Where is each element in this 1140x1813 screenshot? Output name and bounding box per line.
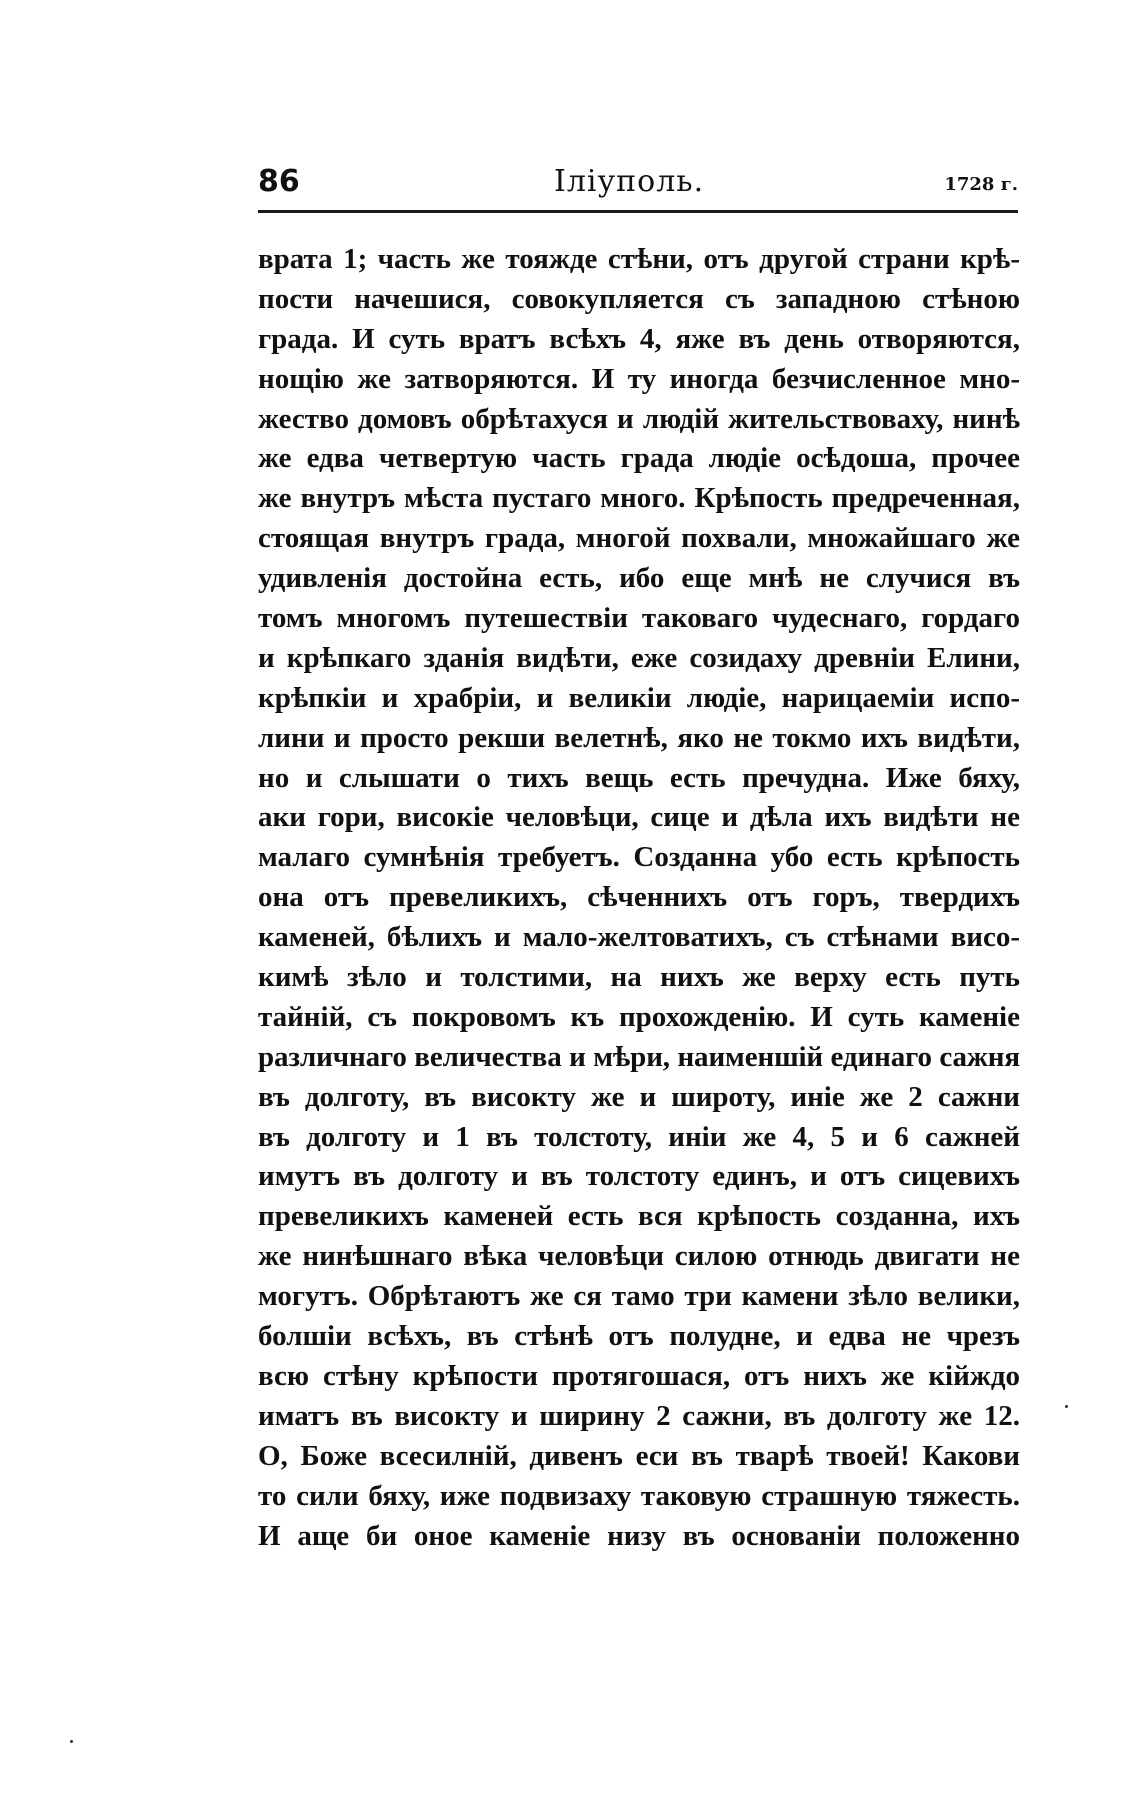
text-line: различнаго величества и мѣри, наименшій единаго сажня [258, 1040, 1020, 1073]
text-line: же внутръ мѣста пустаго много. Крѣпость предреченная, [258, 482, 1020, 515]
text-line: имутъ въ долготу и въ толстоту единъ, и отъ сицевихъ [258, 1160, 1020, 1193]
text-line: въ долготу и 1 въ толстоту, иніи же 4, 5 и 6 сажней [258, 1120, 1020, 1153]
text-line: врата 1; часть же тояжде стѣни, отъ другой страни крѣ- [258, 243, 1020, 275]
text-line: болшіи всѣхъ, въ стѣнѣ отъ полудне, и едва не чрезъ [258, 1320, 1020, 1353]
text-line: то сили бяху, иже подвизаху таковую страшную тяжесть. [258, 1479, 1020, 1512]
text-line: превеликихъ каменей есть вся крѣпость созданна, ихъ [258, 1200, 1020, 1233]
text-line: пости начешися, совокупляется съ западною стѣною [258, 282, 1020, 315]
text-line: могутъ. Обрѣтаютъ же ся тамо три камени зѣло велики, [258, 1280, 1020, 1313]
text-line: томъ многомъ путешествіи таковаго чудеснаго, гордаго [258, 602, 1020, 635]
text-line: же нинѣшнаго вѣка человѣци силою отнюдь двигати не [258, 1240, 1020, 1273]
text-line: О, Боже всесилній, дивенъ еси въ тварѣ твоей! Какови [258, 1439, 1020, 1472]
text-line: же едва четвертую часть града людіе осѣдоша, прочее [258, 442, 1020, 475]
text-line: удивленія достойна есть, ибо еще мнѣ не случися въ [258, 562, 1020, 595]
text-line: она отъ превеликихъ, сѣченнихъ отъ горъ, твердихъ [258, 881, 1020, 914]
text-line: И аще би оное каменіе низу въ основаніи положенно [258, 1519, 1020, 1552]
text-line: нощію же затворяются. И ту иногда безчисленное мно- [258, 362, 1020, 395]
text-line: малаго сумнѣнія требуетъ. Созданна убо есть крѣпость [258, 841, 1020, 874]
text-line: кимѣ зѣло и толстими, на нихъ же верху есть путь [258, 961, 1020, 994]
page-number: 86 [258, 164, 300, 199]
print-speck [70, 1740, 73, 1743]
text-line: каменей, бѣлихъ и мало-желтоватихъ, съ стѣнами висо- [258, 921, 1020, 954]
text-line: крѣпкіи и храбріи, и великіи людіе, нарицаеміи испо- [258, 681, 1020, 714]
running-title: Іліуполь. [554, 164, 705, 199]
text-line: всю стѣну крѣпости протягошася, отъ нихъ же кійждо [258, 1359, 1020, 1392]
text-line: тайній, съ покровомъ къ прохожденію. И суть каменіе [258, 1000, 1020, 1033]
text-line: иматъ въ високту и ширину 2 сажни, въ долготу же 12. [258, 1399, 1020, 1432]
text-line: града. И суть вратъ всѣхъ 4, яже въ день отворяются, [258, 322, 1020, 355]
print-speck [1065, 1405, 1068, 1408]
text-line: жество домовъ обрѣтахуся и людій жительствоваху, нинѣ [258, 402, 1020, 435]
year-marker: 1728 г. [944, 174, 1018, 195]
body-text [258, 240, 1020, 1556]
text-line: лини и просто рекши велетнѣ, яко не токмо ихъ видѣти, [258, 721, 1020, 754]
text-line: аки гори, високіе человѣци, сице и дѣла ихъ видѣти не [258, 801, 1020, 834]
page-header [258, 160, 1018, 213]
text-line: но и слышати о тихъ вещь есть пречудна. Иже бяху, [258, 761, 1020, 794]
text-line: стоящая внутръ града, многой похвали, множайшаго же [258, 522, 1020, 555]
text-line: въ долготу, въ високту же и широту, иніе же 2 сажни [258, 1080, 1020, 1113]
text-line: и крѣпкаго зданія видѣти, еже созидаху древніи Елини, [258, 641, 1020, 674]
